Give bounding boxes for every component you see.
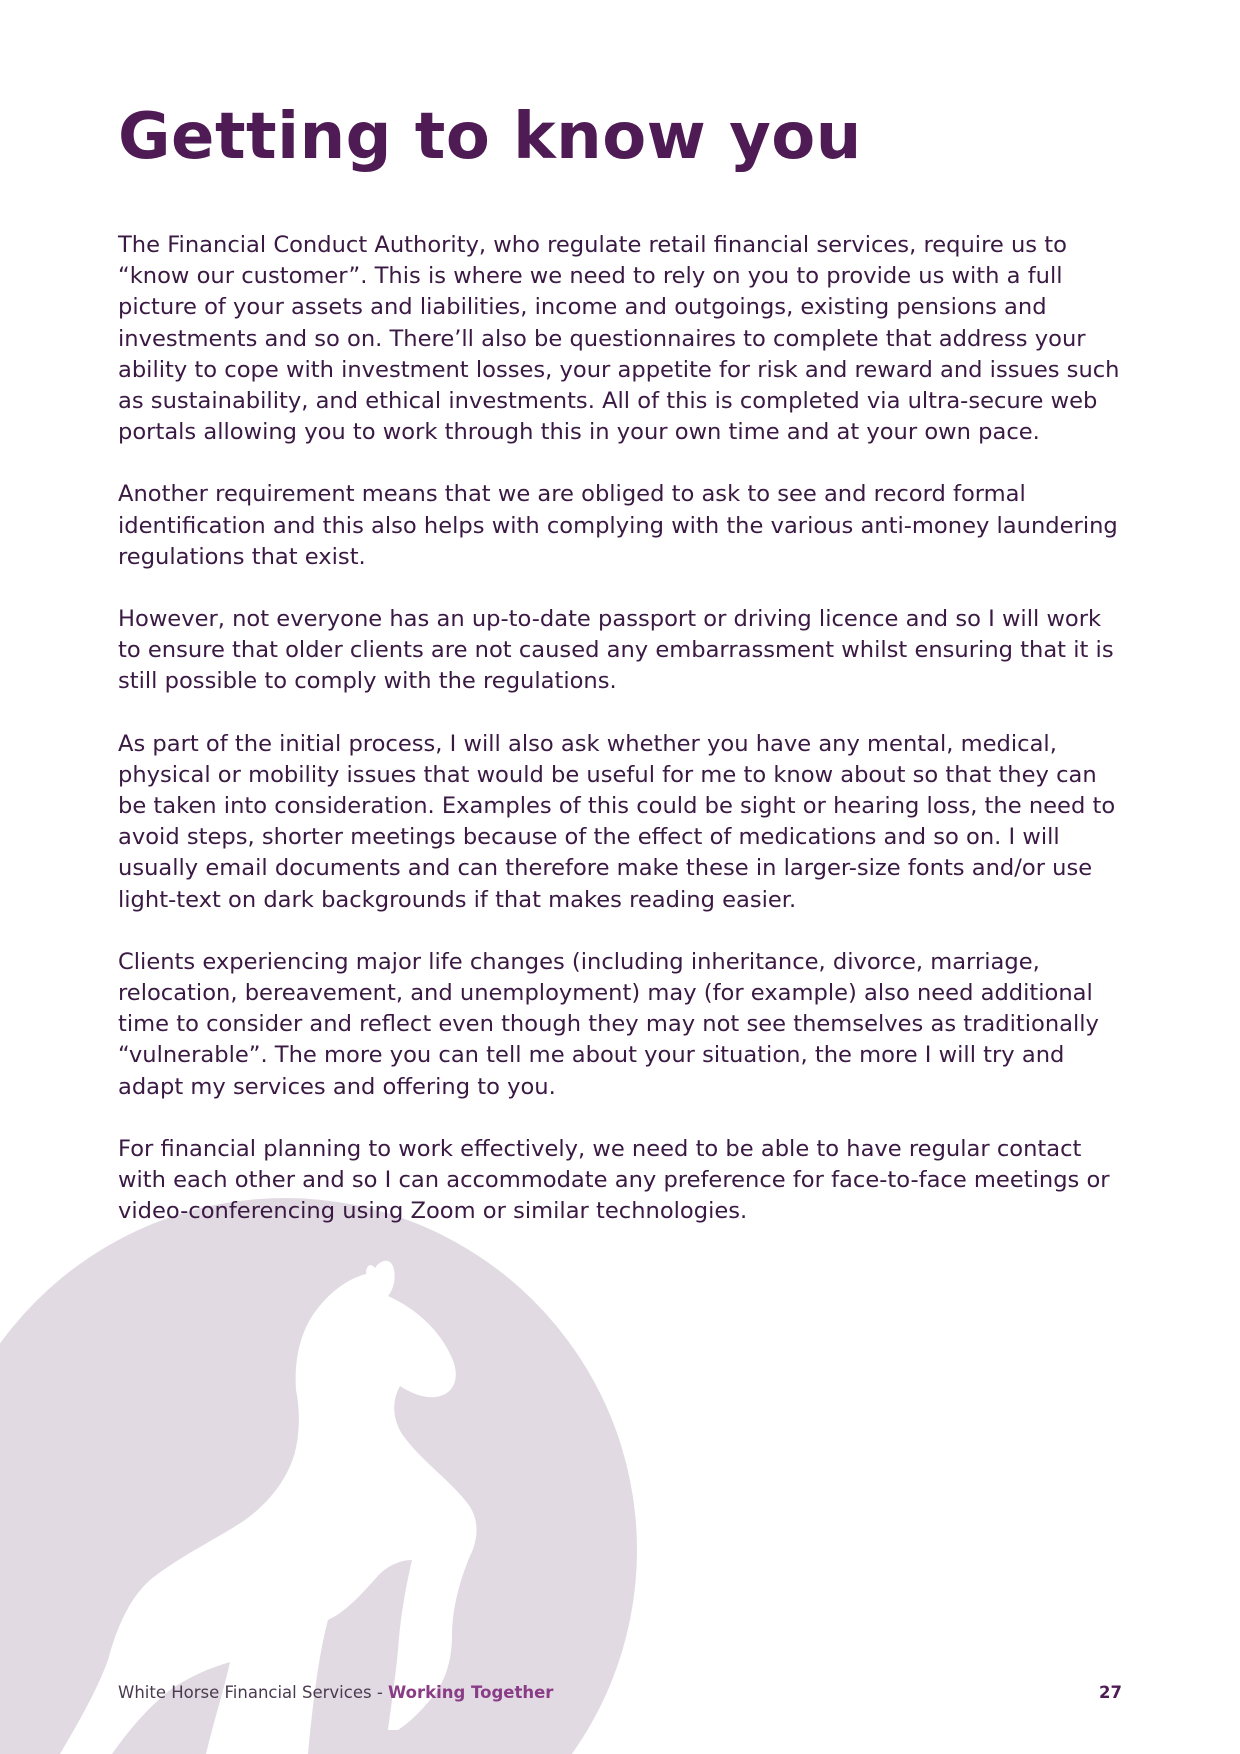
paragraph-older-clients: However, not everyone has an up-to-date passport or driving licence and so I will work to ensure that older clients are not caused any embarrassment whilst ensuring that it is still possible to comply with the regulations. — [118, 606, 1114, 695]
paragraph-know-your-customer: The Financial Conduct Authority, who regulate retail financial services, require us to “know our customer”. This is where we need to rely on you to provide us with a full picture of your assets and liabilities, income and outgoings, existing pensions and investments and so on. There’ll also be questionnaires to complete that address your ability to cope with investment losses, your appetite for risk and reward and issues such as sustainability, and ethical investments. All of this is completed via ultra-secure web portals allowing you to work through this in your own time and at your own pace. — [118, 232, 1120, 446]
footer-section: Working Together — [388, 1683, 554, 1702]
page-title: Getting to know you — [118, 100, 862, 174]
footer-separator: - — [371, 1683, 389, 1702]
footer-caption — [118, 1683, 553, 1702]
paragraph-regular-contact: For financial planning to work effectively, we need to be able to have regular contact with each other and so I can accommodate any preference for face-to-face meetings or video-conferencing using Zoom or similar technologies. — [118, 1135, 1110, 1225]
footer-company: White Horse Financial Services — [118, 1683, 372, 1702]
page-number: 27 — [1099, 1683, 1122, 1702]
paragraph-health-issues: As part of the initial process, I will also ask whether you have any mental, medical, physical or mobility issues that would be useful for me to know about so that they can be taken into consideration. Examples of this could be sight or hearing loss, the need to avoid steps, shorter meetings because of the effect of medications and so on. I will usually email documents and can therefore make these in larger-size fonts and/or use light-text on dark backgrounds if that makes reading easier. — [118, 730, 1116, 913]
paragraph-identification: Another requirement means that we are obliged to ask to see and record formal identification and this also helps with complying with the various anti-money laundering regulations that exist. — [118, 481, 1118, 570]
paragraph-life-changes: Clients experiencing major life changes (including inheritance, divorce, marriage, relocation, bereavement, and unemployment) may (for example) also need additional time to consider and reflect even though they may not see themselves as traditionally “vulnerable”. The more you can tell me about your situation, the more I will try and adapt my services and offering to you. — [118, 948, 1099, 1100]
body-text — [118, 230, 1128, 1258]
